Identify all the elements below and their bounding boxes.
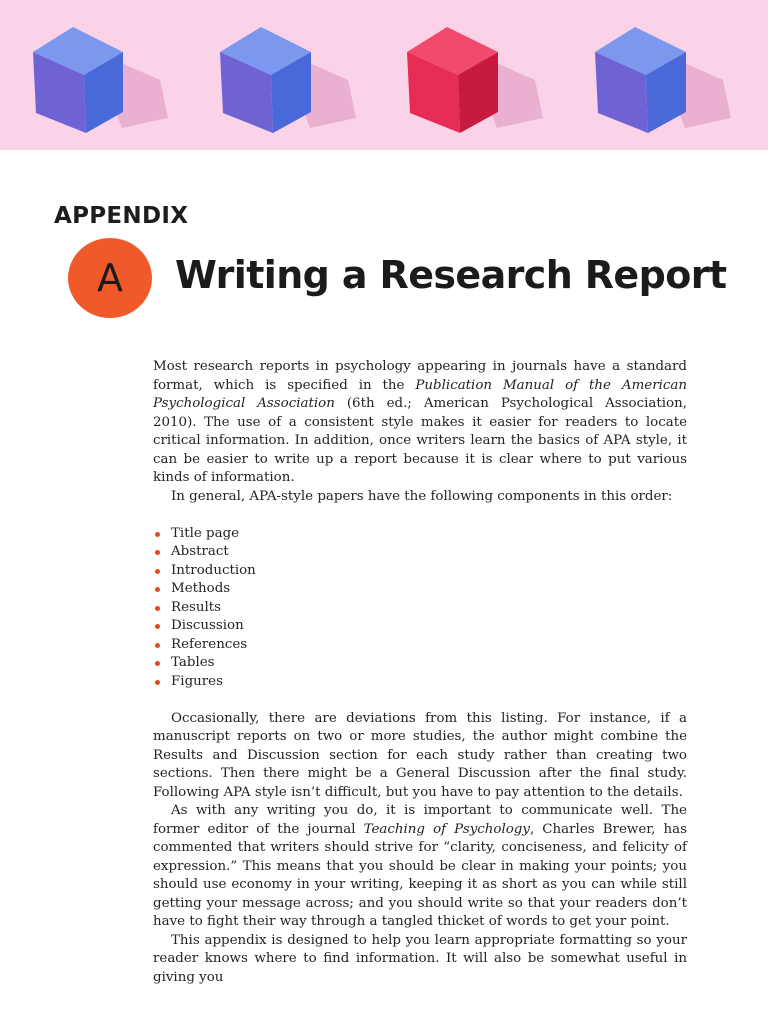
red-cube: [407, 27, 543, 133]
deviations-paragraph: Occasionally, there are deviations from this listing. For instance, if a manuscript reports on two or more studies, the author might combine the Results and Discussion section for each study rather than creating two sections. Then there might be a General Discussion after the final study. Following APA style isn’t difficult, but you have to pay attention to the details.: [153, 710, 687, 800]
list-item: [153, 673, 687, 692]
list-item: [153, 654, 687, 673]
journal-title: Teaching of Psychology: [363, 821, 530, 837]
bullet-icon: [155, 606, 160, 611]
list-item-label: Tables: [171, 655, 215, 670]
writing-paragraph: [153, 802, 687, 932]
list-item-label: Introduction: [171, 562, 256, 578]
list-item-label: Discussion: [171, 618, 244, 633]
blue-cube-4: [595, 27, 731, 133]
writing-text-part1: As with any writing you do, it is important to communicate well. The former editor of the journal: [153, 803, 687, 837]
blue-cube-1: [33, 27, 168, 133]
list-item-label: References: [171, 636, 248, 652]
cubes-illustration: [0, 0, 768, 150]
intro-text-part2: (6th ed.; American Psychological Association, 2010). The use of a consistent style makes it easier for readers to locate critical information. In addition, once writers learn the basics of APA style, it can be easier to write up a report because it is clear where to put various kinds of information.: [153, 396, 687, 485]
list-item-label: Abstract: [171, 544, 229, 559]
decorative-banner: [0, 0, 768, 150]
list-item: [153, 562, 687, 581]
bullet-icon: [155, 569, 160, 574]
components-list: [153, 525, 687, 692]
bullet-icon: [155, 661, 160, 666]
appendix-letter-badge: [68, 238, 152, 318]
intro-paragraph: [153, 358, 687, 488]
writing-text-part2: , Charles Brewer, has commented that writers should strive for “clarity, conciseness, and felicity of expression.” This means that you should be clear in making your points; you should use economy in your writing, keeping it as short as you can while still getting your message across; and you should write so that your readers don’t have to fight their way through a tangled thicket of words to get your point.: [153, 821, 688, 929]
list-item-label: Title page: [171, 525, 240, 541]
list-item: [153, 543, 687, 562]
bullet-icon: [155, 624, 160, 629]
list-item-label: Figures: [171, 673, 223, 689]
bullet-icon: [155, 587, 160, 592]
body-text: [153, 358, 687, 987]
bullet-icon: [155, 550, 160, 555]
list-item: [153, 636, 687, 655]
publication-manual-title: Publication Manual of the American Psychological Association: [153, 377, 688, 411]
chapter-title: Writing a Research Report: [175, 253, 727, 297]
appendix-letter: A: [97, 256, 123, 300]
list-item: [153, 525, 687, 544]
intro-text-part1: Most research reports in psychology appearing in journals have a standard format, which is specified in the: [153, 359, 687, 393]
components-intro: In general, APA-style papers have the following components in this order:: [171, 488, 673, 504]
blue-cube-2: [220, 27, 356, 133]
bullet-icon: [155, 532, 160, 537]
bullet-icon: [155, 680, 160, 685]
list-item: [153, 599, 687, 618]
list-item: [153, 617, 687, 636]
list-item-label: Results: [171, 599, 222, 615]
appendix-label: APPENDIX: [54, 203, 189, 229]
bullet-icon: [155, 643, 160, 648]
list-item: [153, 580, 687, 599]
list-item-label: Methods: [171, 581, 231, 596]
closing-paragraph: This appendix is designed to help you learn appropriate formatting so your reader knows where to find information. It will also be somewhat useful in giving you: [153, 932, 687, 985]
